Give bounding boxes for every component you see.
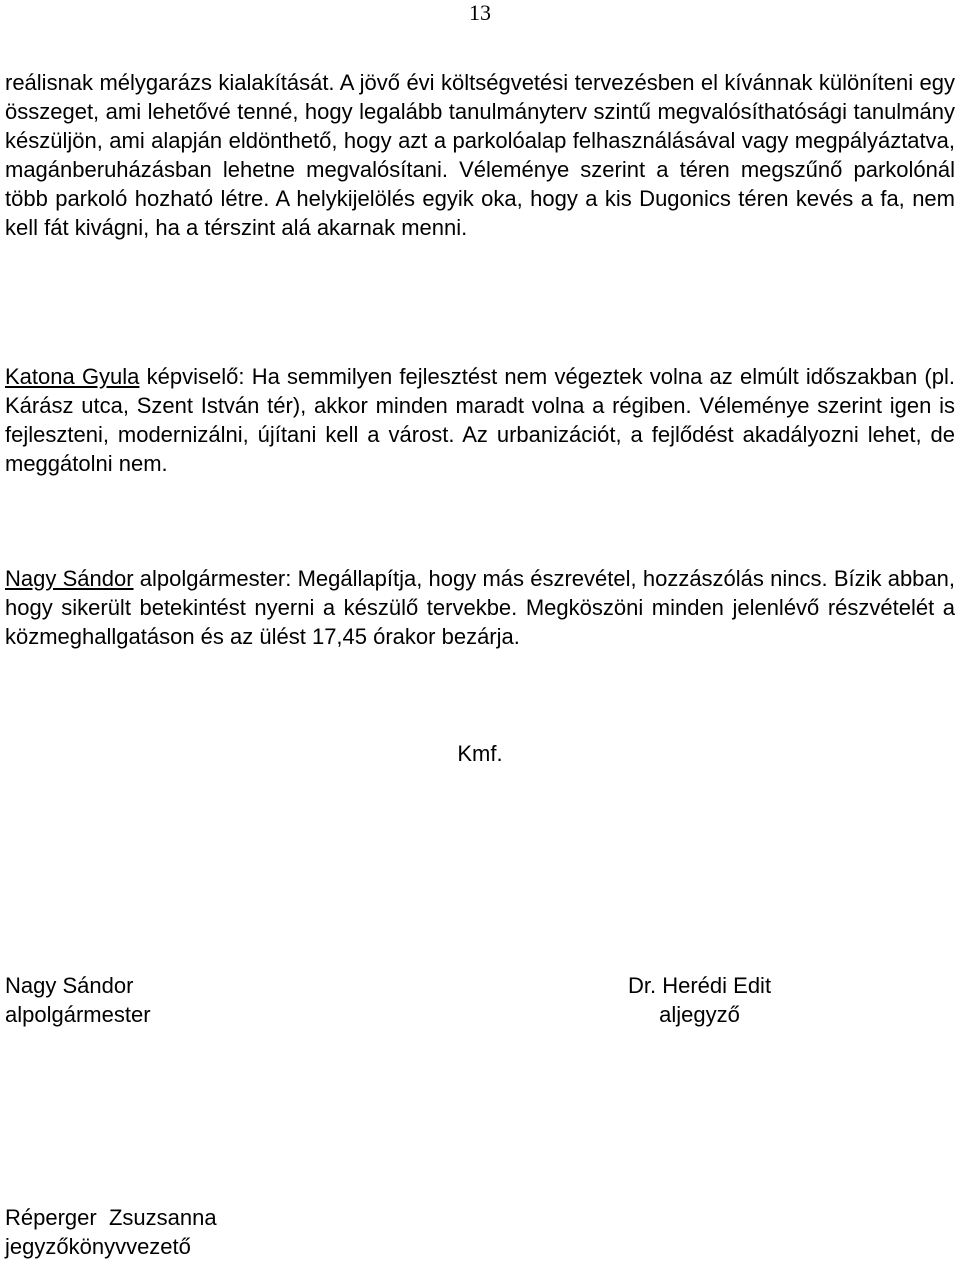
- signatory-title: jegyzőkönyvvezető: [5, 1234, 191, 1259]
- signatory-title: alpolgármester: [5, 1002, 151, 1027]
- signatory-name: Réperger Zsuzsanna: [5, 1205, 217, 1230]
- paragraph-2: [5, 362, 955, 478]
- closing-kmf: Kmf.: [457, 741, 503, 766]
- signatory-title: aljegyző: [659, 1002, 740, 1027]
- paragraph-3: [5, 564, 955, 651]
- paragraph-1: reálisnak mélygarázs kialakítását. A jövő évi költségvetési tervezésben el kívánnak különíteni egy összeget, ami lehetővé tenné, hogy legalább tanulmányterv szintű megvalósíthatósági tanulmány készüljön, ami alapján eldönthető, hogy azt a parkolóalap felhasználásával vagy megpályáztatva, magánberuházásban lehetne megvalósítani. Véleménye szerint a téren megszűnő parkolónál több parkoló hozható létre. A helykijelölés egyik oka, hogy a kis Dugonics téren kevés a fa, nem kell fát kivágni, ha a térszint alá akarnak menni.: [5, 70, 955, 240]
- signatory-name: Dr. Herédi Edit: [628, 973, 772, 998]
- signatory-name: Nagy Sándor: [5, 973, 134, 998]
- page-number: 13: [469, 0, 491, 25]
- signature-block-minutes-taker: [5, 1203, 217, 1261]
- speaker-name: Nagy Sándor: [5, 566, 134, 591]
- paragraph-3-text: alpolgármester: Megállapítja, hogy más észrevétel, hozzászólás nincs. Bízik abban, hogy sikerült betekintést nyerni a készülő tervekbe. Megköszöni minden jelenlévő részvételét a közmeghallgatáson és az ülést 17,45 órakor bezárja.: [5, 566, 955, 649]
- signature-block-left: [5, 971, 151, 1029]
- signature-block-right: [628, 971, 771, 1029]
- speaker-name: Katona Gyula: [5, 364, 140, 389]
- paragraph-2-text: képviselő: Ha semmilyen fejlesztést nem végeztek volna az elmúlt időszakban (pl. Kárász utca, Szent István tér), akkor minden maradt volna a régiben. Véleménye szerint igen is fejleszteni, modernizálni, újítani kell a várost. Az urbanizációt, a fejlődést akadályozni lehet, de meggátolni nem.: [5, 364, 955, 476]
